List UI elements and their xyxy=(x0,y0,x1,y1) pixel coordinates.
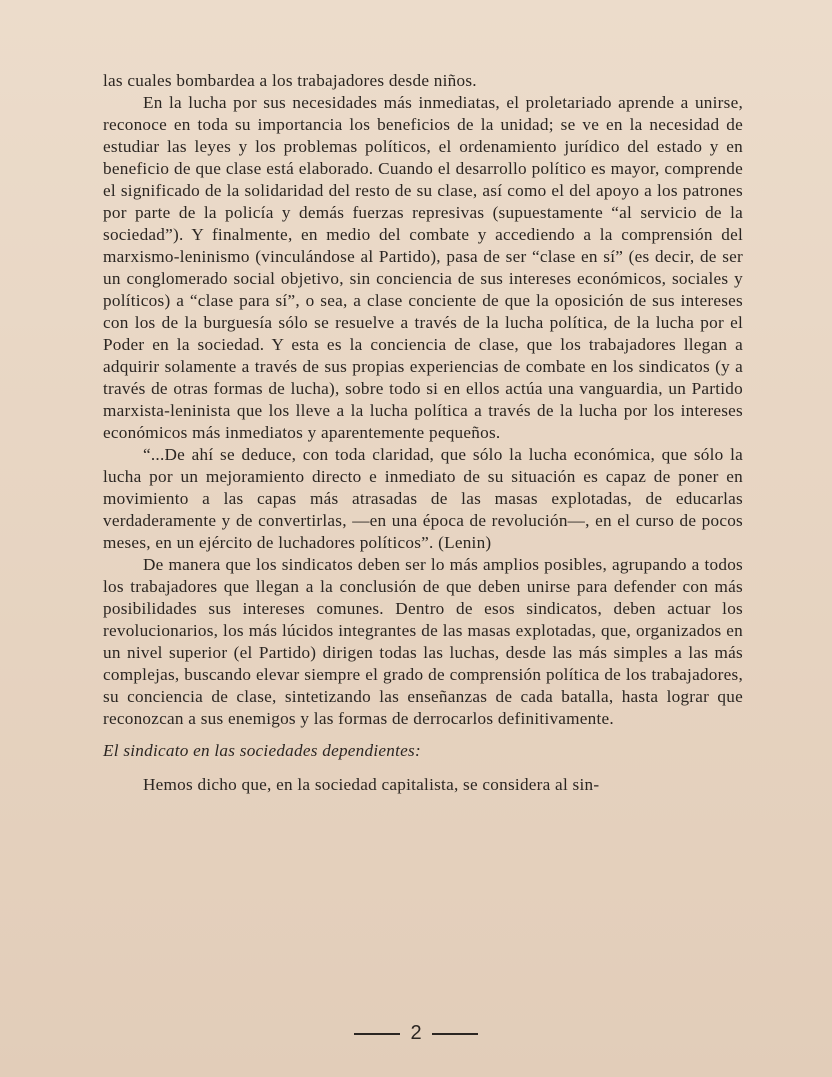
paragraph-unions: De manera que los sindicatos deben ser lo más amplios posibles, agrupando a todos los trabajadores que llegan a la conclusión de que deben unirse para defender con más posibilidades sus intereses comunes. Dentro de esos sindicatos, deben actuar los revolucionarios, los más lúcidos integrantes de las masas explotadas, que, organizados en un nivel superior (el Partido) dirigen todas las luchas, desde las más simples a las más complejas, buscando elevar siempre el grado de comprensión política de los trabajadores, su conciencia de clase, sintetizando las enseñanzas de cada batalla, hasta lograr que reconozcan a sus enemigos y las formas de derrocarlos definitivamente. xyxy=(103,555,743,728)
page-footer xyxy=(0,1022,832,1045)
paragraph-continuation: las cuales bombardea a los trabajadores desde niños. xyxy=(103,71,477,90)
paragraph-closing: Hemos dicho que, en la sociedad capitalista, se considera al sin- xyxy=(143,775,600,794)
body-text xyxy=(103,70,743,796)
page-number: 2 xyxy=(410,1022,422,1044)
section-heading: El sindicato en las sociedades dependientes: xyxy=(103,741,421,760)
paragraph-proletariat-struggle: En la lucha por sus necesidades más inmediatas, el proletariado aprende a unirse, reconoce en toda su importancia los beneficios de la unidad; se ve en la necesidad de estudiar las leyes y los problemas políticos, el ordenamiento jurídico del estado y en beneficio de que clase está elaborado. Cuando el desarrollo político es mayor, comprende el significado de la solidaridad del resto de su clase, así como el del apoyo a los patrones por parte de la policía y demás fuerzas represivas (supuestamente “al servicio de la sociedad”). Y finalmente, en medio del combate y accediendo a la comprensión del marxismo-leninismo (vinculándose al Partido), pasa de ser “clase en sí” (es decir, de ser un conglomerado social objetivo, sin conciencia de sus intereses económicos, sociales y políticos) a “clase para sí”, o sea, a clase conciente de que la oposición de sus intereses con los de la burguesía sólo se resuelve a través de la lucha política, de la lucha por el Poder en la sociedad. Y esta es la conciencia de clase, que los trabajadores llegan a adquirir solamente a través de sus propias experiencias de combate en los sindicatos (y a través de otras formas de lucha), sobre todo si en ellos actúa una vanguardia, un Partido marxista-leninista que los lleve a la lucha política a través de la lucha por los intereses económicos más inmediatos y aparentemente pequeños. xyxy=(103,93,743,442)
footer-rule-right xyxy=(432,1033,478,1035)
paragraph-lenin-quote: “...De ahí se deduce, con toda claridad, que sólo la lucha económica, que sólo la lucha por un mejoramiento directo e inmediato de su situación es capaz de poner en movimiento a las capas más atrasadas de las masas explotadas, de educarlas verdaderamente y de convertirlas, —en una época de revolución—, en el curso de pocos meses, en un ejército de luchadores políticos”. (Lenin) xyxy=(103,445,743,552)
footer-rule-left xyxy=(354,1033,400,1035)
